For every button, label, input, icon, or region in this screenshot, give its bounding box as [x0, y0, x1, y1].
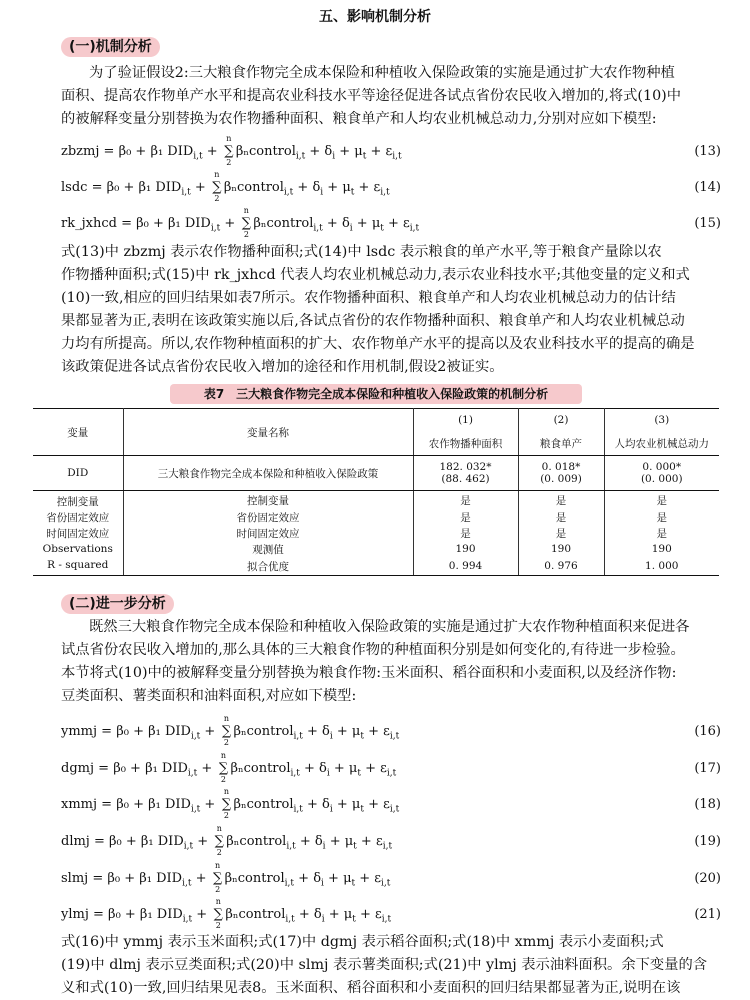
- cell-var: 时间固定效应: [33, 525, 123, 541]
- cell-name: 拟合优度: [123, 557, 413, 576]
- equation-lhs: xmmj: [61, 797, 98, 812]
- cell-value: 是: [656, 511, 667, 524]
- equation-number: (21): [694, 907, 721, 922]
- equation-lhs: dlmj: [61, 834, 90, 849]
- equation-17: dgmj = β₀ + β₁ $DID_{i,t}$ + n ∑ 2 βₙcontrol$_{i,t}$ + $\delta_i + \mu_t + \varepsilon_{i,t}$ (17): [61, 751, 721, 784]
- cell-value: 是: [656, 527, 667, 540]
- equation-lhs: dgmj: [61, 761, 95, 776]
- col-num: (3): [604, 409, 719, 432]
- text-line: 作物播种面积;式(15)中 rk_jxhcd 代表人均农业机械总动力,表示农业科技水平;其他变量的定义和式: [61, 267, 690, 283]
- text-line: 该政策促进各试点省份农民收入增加的途径和作用机制,假设2被证实。: [61, 359, 504, 375]
- table-7: [33, 408, 719, 576]
- equation-rhs: β₀ + β₁ $DID_{i,t}$ + n ∑ 2 βₙcontrol$_{i,t}$ + $\delta_i + \mu_t + \varepsilon_{i,t}$: [136, 206, 420, 239]
- header-var: 变量: [33, 409, 123, 456]
- equation-number: (18): [694, 797, 721, 812]
- sum-symbol: n ∑ 2: [212, 861, 223, 894]
- cell-var: DID: [33, 456, 123, 491]
- text-line: 力均有所提高。所以,农作物种植面积的扩大、农作物单产水平的提高以及农业科技水平的提高的确是: [61, 336, 695, 352]
- cell-value: 0. 976: [518, 557, 604, 576]
- text-line: 式(13)中 zbzmj 表示农作物播种面积;式(14)中 lsdc 表示粮食的单产水平,等于粮食产量除以农: [61, 244, 662, 260]
- subsection-title-mechanism: (一)机制分析: [61, 37, 160, 57]
- equation-13: zbzmj = β₀ + β₁ $DID_{i,t}$ + n ∑ 2 βₙcontrol$_{i,t}$ + $\delta_i + \mu_t + \varepsilon_{i,t}$ (13): [61, 134, 721, 167]
- table-row: [33, 491, 719, 510]
- table-row: [33, 456, 719, 491]
- sum-symbol: n ∑ 2: [241, 206, 252, 239]
- equation-21: ylmj = β₀ + β₁ $DID_{i,t}$ + n ∑ 2 βₙcontrol$_{i,t}$ + $\delta_i + \mu_t + \varepsilon_{i,t}$ (21): [61, 897, 721, 930]
- cell-name: 三大粮食作物完全成本保险和种植收入保险政策: [123, 456, 413, 491]
- table-row: [33, 525, 719, 541]
- equation-lhs: ymmj: [61, 724, 98, 739]
- table-row: [33, 541, 719, 557]
- equation-number: (14): [694, 180, 721, 195]
- cell-value: 是: [518, 509, 604, 525]
- equation-16: ymmj = β₀ + β₁ $DID_{i,t}$ + n ∑ 2 βₙcontrol$_{i,t}$ + $\delta_i + \mu_t + \varepsilon_{i,t}$ (16): [61, 714, 721, 747]
- cell-value: 0. 000* (0. 000): [604, 456, 719, 491]
- equation-number: (13): [694, 144, 721, 159]
- text-line: (10)一致,相应的回归结果如表7所示。农作物播种面积、粮食单产和人均农业机械总动力的估计结: [61, 290, 676, 306]
- equation-15: rk_jxhcd = β₀ + β₁ $DID_{i,t}$ + n ∑ 2 βₙcontrol$_{i,t}$ + $\delta_i + \mu_t + \varepsilon_{i,t}$ (15): [61, 206, 721, 239]
- col-num: (1): [413, 409, 518, 432]
- equation-19: dlmj = β₀ + β₁ $DID_{i,t}$ + n ∑ 2 βₙcontrol$_{i,t}$ + $\delta_i + \mu_t + \varepsilon_{i,t}$ (19): [61, 824, 721, 857]
- equation-rhs: β₀ + β₁ $DID_{i,t}$ + n ∑ 2 βₙcontrol$_{i,t}$ + $\delta_i + \mu_t + \varepsilon_{i,t}$: [108, 897, 392, 930]
- equation-rhs: β₀ + β₁ $DID_{i,t}$ + n ∑ 2 βₙcontrol$_{i,t}$ + $\delta_i + \mu_t + \varepsilon_{i,t}$: [118, 134, 402, 167]
- paragraph-further-intro: [61, 616, 723, 708]
- cell-value: 是: [656, 494, 667, 507]
- cell-name: 控制变量: [123, 491, 413, 510]
- text-line: 本节将式(10)中的被解释变量分别替换为粮食作物:玉米面积、稻谷面积和小麦面积,以及经济作物:: [61, 665, 677, 681]
- cell-var: Observations: [33, 541, 123, 557]
- equation-rhs: β₀ + β₁ $DID_{i,t}$ + n ∑ 2 βₙcontrol$_{i,t}$ + $\delta_i + \mu_t + \varepsilon_{i,t}$: [113, 751, 397, 784]
- col-name: 粮食单产: [518, 431, 604, 456]
- table-row: [33, 509, 719, 525]
- text-line: 的被解释变量分别替换为农作物播种面积、粮食单产和人均农业机械总动力,分别对应如下模型:: [61, 111, 657, 127]
- equation-lhs: ylmj: [61, 907, 89, 922]
- cell-var: 控制变量: [33, 491, 123, 510]
- text-line: 豆类面积、薯类面积和油料面积,对应如下模型:: [61, 688, 357, 704]
- cell-value: 是: [518, 491, 604, 510]
- equation-rhs: β₀ + β₁ $DID_{i,t}$ + n ∑ 2 βₙcontrol$_{i,t}$ + $\delta_i + \mu_t + \varepsilon_{i,t}$: [116, 714, 400, 747]
- cell-value: 0. 994: [413, 557, 518, 576]
- cell-value: 是: [413, 525, 518, 541]
- equation-number: (16): [694, 724, 721, 739]
- equation-lhs: lsdc: [61, 180, 88, 195]
- sum-symbol: n ∑ 2: [218, 751, 229, 784]
- sum-symbol: n ∑ 2: [224, 134, 234, 167]
- sum-symbol: n ∑ 2: [214, 824, 224, 857]
- cell-value: 182. 032* (88. 462): [413, 456, 518, 491]
- cell-value: 0. 018* (0. 009): [518, 456, 604, 491]
- paragraph-mechanism-intro: [61, 62, 723, 131]
- sum-symbol: n ∑ 2: [213, 897, 223, 930]
- cell-value: 190: [518, 541, 604, 557]
- text-line: 为了验证假设2:三大粮食作物完全成本保险和种植收入保险政策的实施是通过扩大农作物种植: [89, 65, 675, 81]
- cell-value: 190: [651, 543, 672, 555]
- equation-lhs: zbzmj: [61, 144, 100, 159]
- equation-number: (17): [694, 761, 721, 776]
- equation-lhs: slmj: [61, 871, 89, 886]
- cell-name: 观测值: [123, 541, 413, 557]
- cell-var: R - squared: [33, 557, 123, 576]
- col-num: (2): [518, 409, 604, 432]
- cell-value: 1. 000: [604, 557, 719, 576]
- text-line: 既然三大粮食作物完全成本保险和种植收入保险政策的实施是通过扩大农作物种植面积来促进各: [89, 619, 690, 635]
- equation-number: (19): [694, 834, 721, 849]
- paragraph-mechanism-explain: [61, 241, 723, 379]
- equation-number: (20): [694, 871, 721, 886]
- equation-rhs: β₀ + β₁ $DID_{i,t}$ + n ∑ 2 βₙcontrol$_{i,t}$ + $\delta_i + \mu_t + \varepsilon_{i,t}$: [116, 787, 400, 820]
- equation-20: slmj = β₀ + β₁ $DID_{i,t}$ + n ∑ 2 βₙcontrol$_{i,t}$ + $\delta_i + \mu_t + \varepsilon_{i,t}$ (20): [61, 861, 721, 894]
- cell-name: 省份固定效应: [123, 509, 413, 525]
- equation-rhs: β₀ + β₁ $DID_{i,t}$ + n ∑ 2 βₙcontrol$_{i,t}$ + $\delta_i + \mu_t + \varepsilon_{i,t}$: [107, 861, 391, 894]
- subsection-title-further: (二)进一步分析: [61, 594, 174, 614]
- equation-18: xmmj = β₀ + β₁ $DID_{i,t}$ + n ∑ 2 βₙcontrol$_{i,t}$ + $\delta_i + \mu_t + \varepsilon_{i,t}$ (18): [61, 787, 721, 820]
- cell-var: 省份固定效应: [33, 509, 123, 525]
- col-name: 农作物播种面积: [413, 431, 518, 456]
- sum-symbol: n ∑ 2: [221, 787, 232, 820]
- equation-lhs: rk_jxhcd: [61, 216, 117, 231]
- table-caption: 表7 三大粮食作物完全成本保险和种植收入保险政策的机制分析: [170, 384, 582, 404]
- text-line: 面积、提高农作物单产水平和提高农业科技水平等途径促进各试点省份农民收入增加的,将式(10)中: [61, 88, 682, 104]
- section-heading: 五、影响机制分析: [319, 9, 431, 25]
- text-line: 式(16)中 ymmj 表示玉米面积;式(17)中 dgmj 表示稻谷面积;式(18)中 xmmj 表示小麦面积;式: [61, 934, 664, 950]
- equation-number: (15): [694, 216, 721, 231]
- equation-rhs: β₀ + β₁ $DID_{i,t}$ + n ∑ 2 βₙcontrol$_{i,t}$ + $\delta_i + \mu_t + \varepsilon_{i,t}$: [106, 170, 390, 203]
- cell-name: 时间固定效应: [123, 525, 413, 541]
- sum-symbol: n ∑ 2: [221, 714, 232, 747]
- sum-symbol: n ∑ 2: [212, 170, 222, 203]
- equation-14: lsdc = β₀ + β₁ $DID_{i,t}$ + n ∑ 2 βₙcontrol$_{i,t}$ + $\delta_i + \mu_t + \varepsilon_{i,t}$ (14): [61, 170, 721, 203]
- text-line: 义和式(10)一致,回归结果见表8。玉米面积、稻谷面积和小麦面积的回归结果都显著为正,说明在该: [61, 980, 681, 996]
- cell-value: 是: [413, 491, 518, 510]
- table-row: [33, 557, 719, 576]
- cell-value: 190: [413, 541, 518, 557]
- text-line: 试点省份农民收入增加的,那么具体的三大粮食作物的种植面积分别是如何变化的,有待进一步检验。: [61, 642, 685, 658]
- col-name: 人均农业机械总动力: [604, 431, 719, 456]
- text-line: 果都显著为正,表明在该政策实施以后,各试点省份的农作物播种面积、粮食单产和人均农业机械总动: [61, 313, 685, 329]
- paragraph-further-explain: [61, 931, 723, 1000]
- text-line: (19)中 dlmj 表示豆类面积;式(20)中 slmj 表示薯类面积;式(21)中 ylmj 表示油料面积。余下变量的含: [61, 957, 708, 973]
- equation-rhs: β₀ + β₁ $DID_{i,t}$ + n ∑ 2 βₙcontrol$_{i,t}$ + $\delta_i + \mu_t + \varepsilon_{i,t}$: [109, 824, 393, 857]
- cell-value: 是: [518, 525, 604, 541]
- header-name: 变量名称: [123, 409, 413, 456]
- cell-value: 是: [413, 509, 518, 525]
